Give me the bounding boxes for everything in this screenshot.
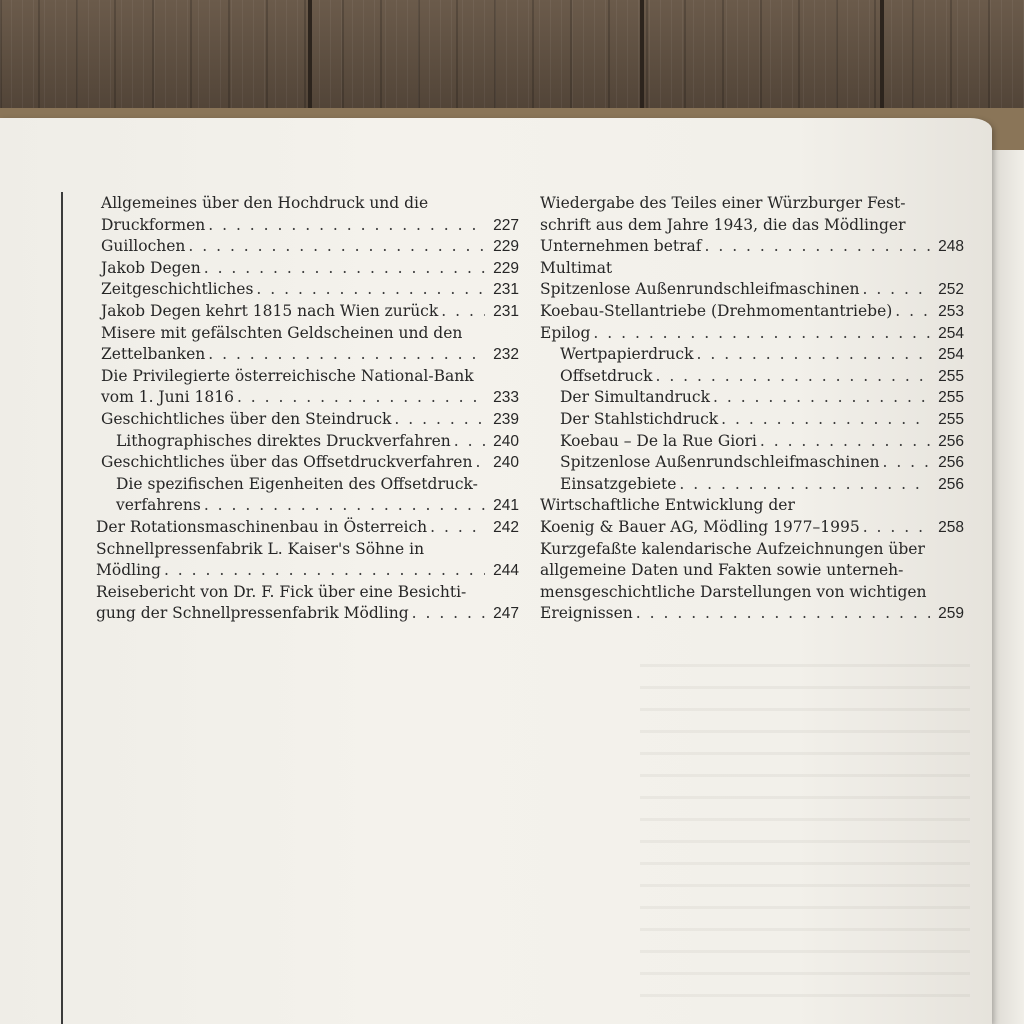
toc-page-number: 247: [493, 605, 519, 623]
toc-entry-title: Geschichtliches über das Offsetdruckverfahren: [101, 453, 473, 472]
toc-entry: [96, 539, 519, 561]
toc-page-number: 229: [493, 259, 519, 277]
toc-entry: [96, 582, 519, 604]
dot-leader: [164, 560, 485, 582]
toc-entry-title: Spitzenlose Außenrundschleifmaschinen: [560, 453, 880, 472]
toc-entry: [540, 344, 964, 366]
toc-entry: [96, 431, 519, 453]
toc-entry: [96, 409, 519, 431]
toc-page-number: 258: [938, 518, 964, 536]
toc-page-number: 248: [938, 238, 964, 256]
toc-entry-title: vom 1. Juni 1816: [101, 388, 234, 407]
dot-leader: [256, 279, 485, 301]
toc-entry: [540, 474, 964, 496]
toc-entry: [96, 517, 519, 539]
dot-leader: [454, 431, 485, 453]
toc-page-number: 254: [938, 346, 964, 364]
toc-entry: [540, 431, 964, 453]
toc-entry-title: verfahrens: [116, 496, 201, 515]
toc-entry-title: Koebau-Stellantriebe (Drehmomentantriebe): [540, 301, 893, 320]
toc-entry: [540, 560, 964, 582]
toc-page-number: 255: [938, 389, 964, 407]
toc-page-number: 231: [493, 281, 519, 299]
toc-entry-title: Einsatzgebiete: [560, 474, 677, 493]
dot-leader: [721, 409, 930, 431]
plank-gap: [640, 0, 644, 118]
toc-entry: [540, 236, 964, 258]
toc-page-number: 256: [938, 454, 964, 472]
toc-entry: [540, 193, 964, 215]
toc-page-number: 254: [938, 324, 964, 342]
toc-entry-title: Wertpapierdruck: [560, 345, 694, 364]
toc-entry-title: gung der Schnellpressenfabrik Mödling: [96, 604, 409, 623]
toc-page-number: 232: [493, 346, 519, 364]
toc-entry: [540, 387, 964, 409]
toc-entry: [540, 582, 964, 604]
toc-entry-title: Jakob Degen kehrt 1815 nach Wien zurück: [101, 301, 439, 320]
toc-entry-title: Lithographisches direktes Druckverfahren: [116, 431, 451, 450]
toc-entry: [96, 236, 519, 258]
toc-page-number: 227: [493, 216, 519, 234]
toc-entry: [540, 258, 964, 280]
toc-entry-title: schrift aus dem Jahre 1943, die das Mödlinger: [540, 215, 906, 234]
toc-entry: [96, 258, 519, 280]
dot-leader: [188, 236, 485, 258]
toc-entry: [540, 279, 964, 301]
toc-page-number: 252: [938, 281, 964, 299]
toc-entry: [540, 323, 964, 345]
toc-entry: [540, 452, 964, 474]
dot-leader: [475, 452, 485, 474]
toc-entry: [96, 301, 519, 323]
toc-entry-title: Wirtschaftliche Entwicklung der: [540, 496, 795, 515]
toc-entry: [96, 215, 519, 237]
toc-entry-title: Offsetdruck: [560, 366, 653, 385]
toc-entry-title: Epilog: [540, 323, 591, 342]
toc-entry: [96, 560, 519, 582]
dot-leader: [862, 279, 930, 301]
show-through-text: [640, 650, 970, 1010]
toc-page-number: 231: [493, 302, 519, 320]
dot-leader: [204, 495, 485, 517]
toc-entry: [96, 366, 519, 388]
dot-leader: [430, 517, 485, 539]
dot-leader: [636, 603, 930, 625]
toc-page-number: 241: [493, 497, 519, 515]
dot-leader: [208, 215, 485, 237]
toc-page-number: 244: [493, 562, 519, 580]
dot-leader: [412, 603, 485, 625]
toc-entry: [96, 279, 519, 301]
toc-column-left: [96, 193, 519, 625]
toc-entry: [96, 452, 519, 474]
toc-entry: [540, 409, 964, 431]
toc-page-number: 259: [938, 605, 964, 623]
toc-entry-title: Der Rotationsmaschinenbau in Österreich: [96, 517, 428, 536]
dot-leader: [679, 474, 930, 496]
toc-entry: [540, 366, 964, 388]
toc-entry-title: Druckformen: [101, 215, 206, 234]
toc-entry: [96, 387, 519, 409]
toc-entry: [540, 215, 964, 237]
toc-page-number: 240: [493, 432, 519, 450]
dot-leader: [713, 387, 930, 409]
dot-leader: [204, 258, 485, 280]
toc-page-number: 255: [938, 367, 964, 385]
toc-entry: [96, 495, 519, 517]
toc-entry-title: Koebau – De la Rue Giori: [560, 431, 757, 450]
toc-entry-title: Allgemeines über den Hochdruck und die: [101, 194, 429, 212]
toc-entry-title: Zettelbanken: [101, 345, 206, 364]
toc-entry: [540, 495, 964, 517]
toc-entry-title: Schnellpressenfabrik L. Kaiser's Söhne in: [96, 539, 425, 558]
toc-entry: [540, 517, 964, 539]
toc-page-number: 255: [938, 410, 964, 428]
toc-column-right: [540, 193, 964, 625]
toc-entry-title: Koenig & Bauer AG, Mödling 1977–1995: [540, 517, 860, 536]
toc-entry-title: Der Stahlstichdruck: [560, 409, 719, 428]
toc-entry-title: Spitzenlose Außenrundschleifmaschinen: [540, 280, 860, 299]
toc-entry-title: Multimat: [540, 258, 613, 277]
toc-entry-title: allgemeine Daten und Fakten sowie unterneh-: [540, 561, 904, 580]
dot-leader: [237, 387, 485, 409]
toc-entry: [540, 603, 964, 625]
toc-entry: [96, 323, 519, 345]
toc-entry-title: Ereignissen: [540, 604, 633, 623]
toc-entry-title: Reisebericht von Dr. F. Fick über eine Besichti-: [96, 582, 467, 601]
dot-leader: [705, 236, 931, 258]
toc-page-number: 256: [938, 475, 964, 493]
toc-entry-title: Die Privilegierte österreichische National-Bank: [101, 366, 474, 385]
toc-entry-title: Die spezifischen Eigenheiten des Offsetdruck-: [116, 474, 478, 493]
dot-leader: [760, 431, 930, 453]
toc-entry-title: Mödling: [96, 561, 161, 580]
dot-leader: [697, 344, 931, 366]
toc-entry-title: Wiedergabe des Teiles einer Würzburger Fest-: [540, 194, 906, 212]
toc-page-number: 239: [493, 410, 519, 428]
dot-leader: [208, 344, 485, 366]
dot-leader: [882, 452, 930, 474]
dot-leader: [441, 301, 485, 323]
toc-entry-title: Jakob Degen: [101, 258, 201, 277]
toc-entry-title: Geschichtliches über den Steindruck: [101, 409, 392, 428]
toc-page-number: 253: [938, 302, 964, 320]
toc-entry-title: Der Simultandruck: [560, 388, 710, 407]
dot-leader: [895, 301, 930, 323]
toc-entry-title: Guillochen: [101, 237, 186, 256]
dot-leader: [655, 366, 930, 388]
toc-entry: [540, 539, 964, 561]
toc-entry-title: mensgeschichtliche Darstellungen von wichtigen: [540, 582, 927, 601]
dot-leader: [394, 409, 485, 431]
margin-rule: [61, 192, 63, 1024]
toc-page-number: 256: [938, 432, 964, 450]
toc-entry: [96, 193, 519, 215]
toc-entry-title: Zeitgeschichtliches: [101, 280, 254, 299]
toc-entry: [96, 603, 519, 625]
toc-page-number: 233: [493, 389, 519, 407]
toc-page-number: 240: [493, 454, 519, 472]
toc-entry: [540, 301, 964, 323]
dot-leader: [593, 323, 930, 345]
toc-page-number: 242: [493, 518, 519, 536]
toc-entry-title: Unternehmen betraf: [540, 237, 702, 256]
toc-entry-title: Misere mit gefälschten Geldscheinen und den: [101, 323, 463, 342]
dot-leader: [863, 517, 930, 539]
plank-gap: [308, 0, 312, 118]
toc-entry: [96, 344, 519, 366]
toc-entry: [96, 474, 519, 496]
toc-entry-title: Kurzgefaßte kalendarische Aufzeichnungen über: [540, 539, 925, 558]
toc-page-number: 229: [493, 238, 519, 256]
plank-gap: [880, 0, 884, 118]
